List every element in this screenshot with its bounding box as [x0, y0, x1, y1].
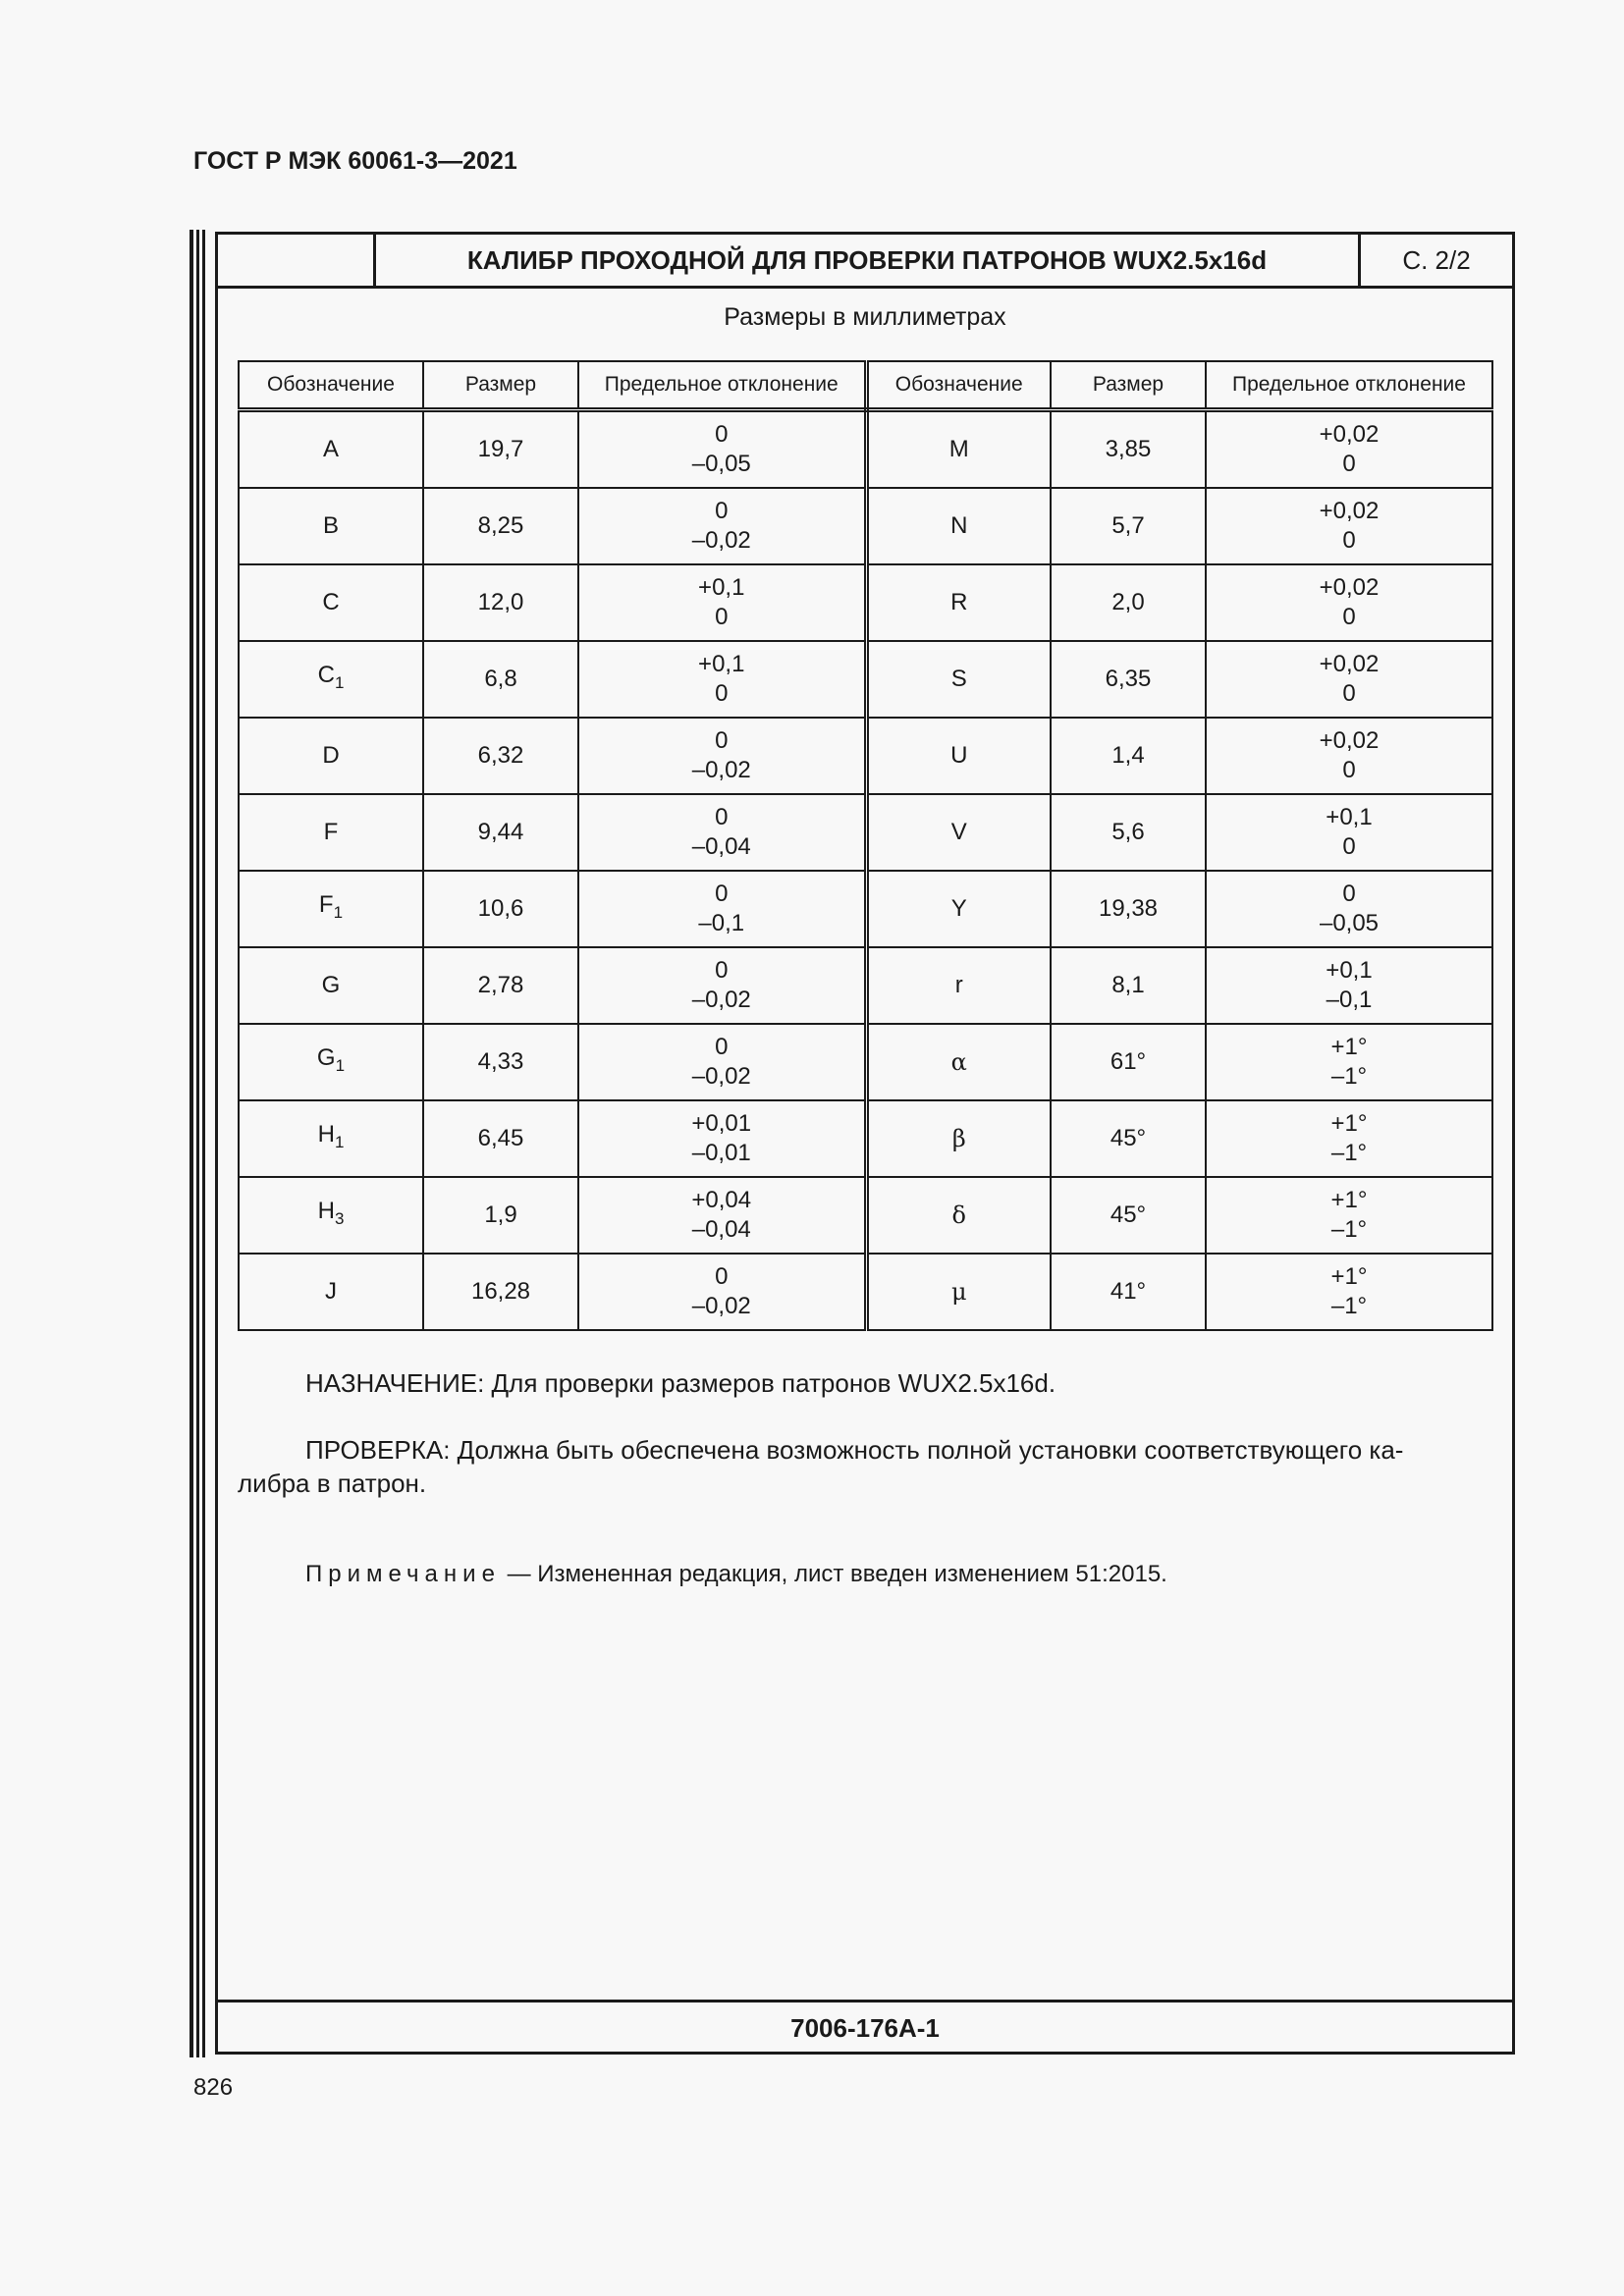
upper-deviation: +0,02	[1319, 727, 1380, 754]
lower-deviation: –1°	[1330, 1140, 1368, 1166]
upper-deviation: 0	[1342, 881, 1356, 907]
designation-symbol: G	[316, 1044, 336, 1072]
designation-symbol: F	[318, 891, 334, 919]
designation-symbol: R	[950, 589, 968, 615]
size-cell: 9,44	[423, 794, 578, 871]
table-row	[239, 947, 1492, 1024]
designation-cell	[866, 564, 1051, 641]
lower-deviation: –0,05	[691, 451, 751, 477]
table-header-row	[239, 361, 1492, 410]
upper-deviation: 0	[715, 1263, 729, 1290]
table-row	[239, 718, 1492, 794]
size-cell: 2,78	[423, 947, 578, 1024]
deviation-cell	[1206, 564, 1492, 641]
lower-deviation: –0,02	[691, 757, 751, 783]
designation-symbol: δ	[951, 1201, 966, 1229]
table-row	[239, 488, 1492, 564]
designation-cell	[239, 641, 423, 718]
designation-symbol: A	[322, 436, 339, 462]
upper-deviation: +0,04	[691, 1187, 752, 1213]
units-caption: Размеры в миллиметрах	[724, 303, 1006, 331]
deviation-cell	[578, 1100, 866, 1177]
upper-deviation: +0,02	[1319, 498, 1380, 524]
lower-deviation: –0,02	[691, 987, 751, 1013]
lower-deviation: 0	[1342, 757, 1356, 783]
frame-margin-line	[202, 230, 205, 2057]
lower-deviation: –0,1	[698, 910, 745, 936]
designation-symbol: C	[322, 589, 340, 615]
lower-deviation: 0	[1342, 451, 1356, 477]
size-cell: 41°	[1051, 1254, 1206, 1330]
upper-deviation: +0,1	[698, 651, 745, 677]
deviation-cell	[578, 871, 866, 947]
purpose-text: НАЗНАЧЕНИЕ: Для проверки размеров патронов WUX2.5x16d.	[305, 1368, 1056, 1398]
designation-cell	[239, 564, 423, 641]
size-cell: 10,6	[423, 871, 578, 947]
size-cell: 8,25	[423, 488, 578, 564]
designation-subscript: 1	[334, 1132, 345, 1151]
table-row	[239, 410, 1492, 489]
upper-deviation: 0	[715, 498, 729, 524]
designation-subscript: 3	[334, 1208, 345, 1228]
deviation-cell	[578, 718, 866, 794]
designation-symbol: μ	[950, 1277, 967, 1306]
frame-margin-line	[189, 230, 193, 2057]
designation-symbol: G	[321, 972, 341, 998]
lower-deviation: –0,05	[1319, 910, 1380, 936]
deviation-cell	[578, 641, 866, 718]
size-cell: 6,8	[423, 641, 578, 718]
designation-subscript: 1	[334, 672, 345, 692]
designation-cell	[239, 1254, 423, 1330]
dimensions-table	[238, 360, 1493, 1331]
designation-symbol: β	[951, 1124, 966, 1152]
lower-deviation: –0,01	[691, 1140, 751, 1166]
designation-cell	[239, 1100, 423, 1177]
col-header-size: Размер	[1051, 361, 1206, 410]
designation-cell	[866, 947, 1051, 1024]
designation-cell	[866, 1100, 1051, 1177]
designation-cell	[239, 410, 423, 489]
drawing-frame	[215, 232, 1515, 2055]
designation-cell	[866, 1024, 1051, 1100]
designation-symbol: r	[954, 972, 963, 998]
col-header-deviation: Предельное отклонение	[1206, 361, 1492, 410]
designation-cell	[239, 718, 423, 794]
size-cell: 1,4	[1051, 718, 1206, 794]
table-row	[239, 1254, 1492, 1330]
deviation-cell	[1206, 1177, 1492, 1254]
size-cell: 19,7	[423, 410, 578, 489]
title-empty-cell	[218, 235, 376, 286]
designation-cell	[239, 488, 423, 564]
designation-cell	[866, 488, 1051, 564]
lower-deviation: –1°	[1330, 1293, 1368, 1319]
page-number: 826	[193, 2074, 234, 2101]
size-cell: 16,28	[423, 1254, 578, 1330]
upper-deviation: +0,1	[1326, 957, 1373, 984]
designation-symbol: S	[950, 666, 967, 692]
size-cell: 12,0	[423, 564, 578, 641]
designation-symbol: B	[322, 512, 339, 539]
upper-deviation: +1°	[1330, 1034, 1368, 1060]
lower-deviation: 0	[715, 680, 729, 707]
designation-symbol: F	[323, 819, 339, 845]
frame-margin-line	[196, 230, 199, 2057]
title-block	[218, 235, 1512, 289]
upper-deviation: 0	[715, 421, 729, 448]
upper-deviation: 0	[715, 957, 729, 984]
note-label: Примечание	[305, 1561, 501, 1587]
table-row	[239, 794, 1492, 871]
upper-deviation: +1°	[1330, 1110, 1368, 1137]
designation-cell	[239, 1177, 423, 1254]
deviation-cell	[578, 1254, 866, 1330]
col-header-deviation: Предельное отклонение	[578, 361, 866, 410]
deviation-cell	[1206, 1100, 1492, 1177]
deviation-cell	[578, 410, 866, 489]
deviation-cell	[1206, 947, 1492, 1024]
designation-symbol: N	[950, 512, 968, 539]
deviation-cell	[578, 794, 866, 871]
designation-cell	[239, 947, 423, 1024]
lower-deviation: 0	[715, 604, 729, 630]
designation-symbol: J	[325, 1278, 337, 1305]
deviation-cell	[578, 488, 866, 564]
sheet-title: КАЛИБР ПРОХОДНОЙ ДЛЯ ПРОВЕРКИ ПАТРОНОВ WUX2.5x16d	[376, 235, 1361, 286]
check-text-line2: либра в патрон.	[238, 1468, 427, 1498]
check-text-line1: ПРОВЕРКА: Должна быть обеспечена возможность полной установки соответствующего ка-	[305, 1435, 1404, 1465]
table-row	[239, 641, 1492, 718]
lower-deviation: 0	[1342, 527, 1356, 554]
size-cell: 2,0	[1051, 564, 1206, 641]
lower-deviation: 0	[1342, 680, 1356, 707]
designation-symbol: C	[317, 662, 335, 689]
table-row	[239, 1177, 1492, 1254]
col-header-designation: Обозначение	[866, 361, 1051, 410]
designation-cell	[239, 871, 423, 947]
note	[305, 1561, 1167, 1588]
designation-cell	[866, 794, 1051, 871]
designation-symbol: α	[950, 1047, 967, 1076]
size-cell: 6,32	[423, 718, 578, 794]
lower-deviation: –0,04	[691, 1216, 751, 1243]
upper-deviation: +1°	[1330, 1263, 1368, 1290]
upper-deviation: +0,02	[1319, 651, 1380, 677]
upper-deviation: 0	[715, 1034, 729, 1060]
upper-deviation: +0,02	[1319, 574, 1380, 601]
upper-deviation: 0	[715, 804, 729, 830]
upper-deviation: 0	[715, 727, 729, 754]
lower-deviation: –1°	[1330, 1063, 1368, 1090]
deviation-cell	[1206, 718, 1492, 794]
lower-deviation: –0,02	[691, 527, 751, 554]
designation-cell	[866, 871, 1051, 947]
size-cell: 61°	[1051, 1024, 1206, 1100]
size-cell: 5,6	[1051, 794, 1206, 871]
designation-symbol: M	[948, 436, 969, 462]
deviation-cell	[1206, 1254, 1492, 1330]
document-header: ГОСТ Р МЭК 60061-3—2021	[193, 147, 517, 175]
designation-symbol: V	[950, 819, 967, 845]
lower-deviation: –0,1	[1326, 987, 1373, 1013]
size-cell: 6,45	[423, 1100, 578, 1177]
size-cell: 45°	[1051, 1100, 1206, 1177]
lower-deviation: 0	[1342, 833, 1356, 860]
table-row	[239, 871, 1492, 947]
designation-cell	[866, 1177, 1051, 1254]
table-row	[239, 564, 1492, 641]
designation-subscript: 1	[335, 1055, 346, 1075]
upper-deviation: +0,1	[1326, 804, 1373, 830]
size-cell: 8,1	[1051, 947, 1206, 1024]
designation-symbol: H	[317, 1198, 335, 1225]
lower-deviation: –0,04	[691, 833, 751, 860]
designation-symbol: D	[322, 742, 340, 769]
deviation-cell	[1206, 794, 1492, 871]
deviation-cell	[578, 564, 866, 641]
designation-cell	[866, 718, 1051, 794]
size-cell: 5,7	[1051, 488, 1206, 564]
upper-deviation: +0,01	[691, 1110, 752, 1137]
size-cell: 6,35	[1051, 641, 1206, 718]
upper-deviation: +0,1	[698, 574, 745, 601]
lower-deviation: –0,02	[691, 1293, 751, 1319]
designation-symbol: U	[950, 742, 968, 769]
lower-deviation: –0,02	[691, 1063, 751, 1090]
designation-subscript: 1	[333, 902, 344, 922]
upper-deviation: +0,02	[1319, 421, 1380, 448]
designation-cell	[866, 410, 1051, 489]
sheet-number: С. 2/2	[1402, 244, 1471, 275]
table-row	[239, 1100, 1492, 1177]
deviation-cell	[578, 1024, 866, 1100]
deviation-cell	[1206, 641, 1492, 718]
deviation-cell	[578, 947, 866, 1024]
designation-cell	[866, 641, 1051, 718]
deviation-cell	[1206, 871, 1492, 947]
size-cell: 1,9	[423, 1177, 578, 1254]
table-row	[239, 1024, 1492, 1100]
col-header-size: Размер	[423, 361, 578, 410]
lower-deviation: –1°	[1330, 1216, 1368, 1243]
note-text: — Измененная редакция, лист введен изменением 51:2015.	[500, 1561, 1167, 1587]
deviation-cell	[1206, 488, 1492, 564]
designation-cell	[239, 1024, 423, 1100]
deviation-cell	[578, 1177, 866, 1254]
drawing-code: 7006-176A-1	[218, 2000, 1512, 2055]
upper-deviation: 0	[715, 881, 729, 907]
size-cell: 19,38	[1051, 871, 1206, 947]
deviation-cell	[1206, 1024, 1492, 1100]
designation-cell	[866, 1254, 1051, 1330]
size-cell: 3,85	[1051, 410, 1206, 489]
size-cell: 45°	[1051, 1177, 1206, 1254]
col-header-designation: Обозначение	[239, 361, 423, 410]
designation-symbol: Y	[950, 895, 967, 922]
upper-deviation: +1°	[1330, 1187, 1368, 1213]
designation-symbol: H	[317, 1121, 335, 1148]
designation-cell	[239, 794, 423, 871]
size-cell: 4,33	[423, 1024, 578, 1100]
deviation-cell	[1206, 410, 1492, 489]
lower-deviation: 0	[1342, 604, 1356, 630]
